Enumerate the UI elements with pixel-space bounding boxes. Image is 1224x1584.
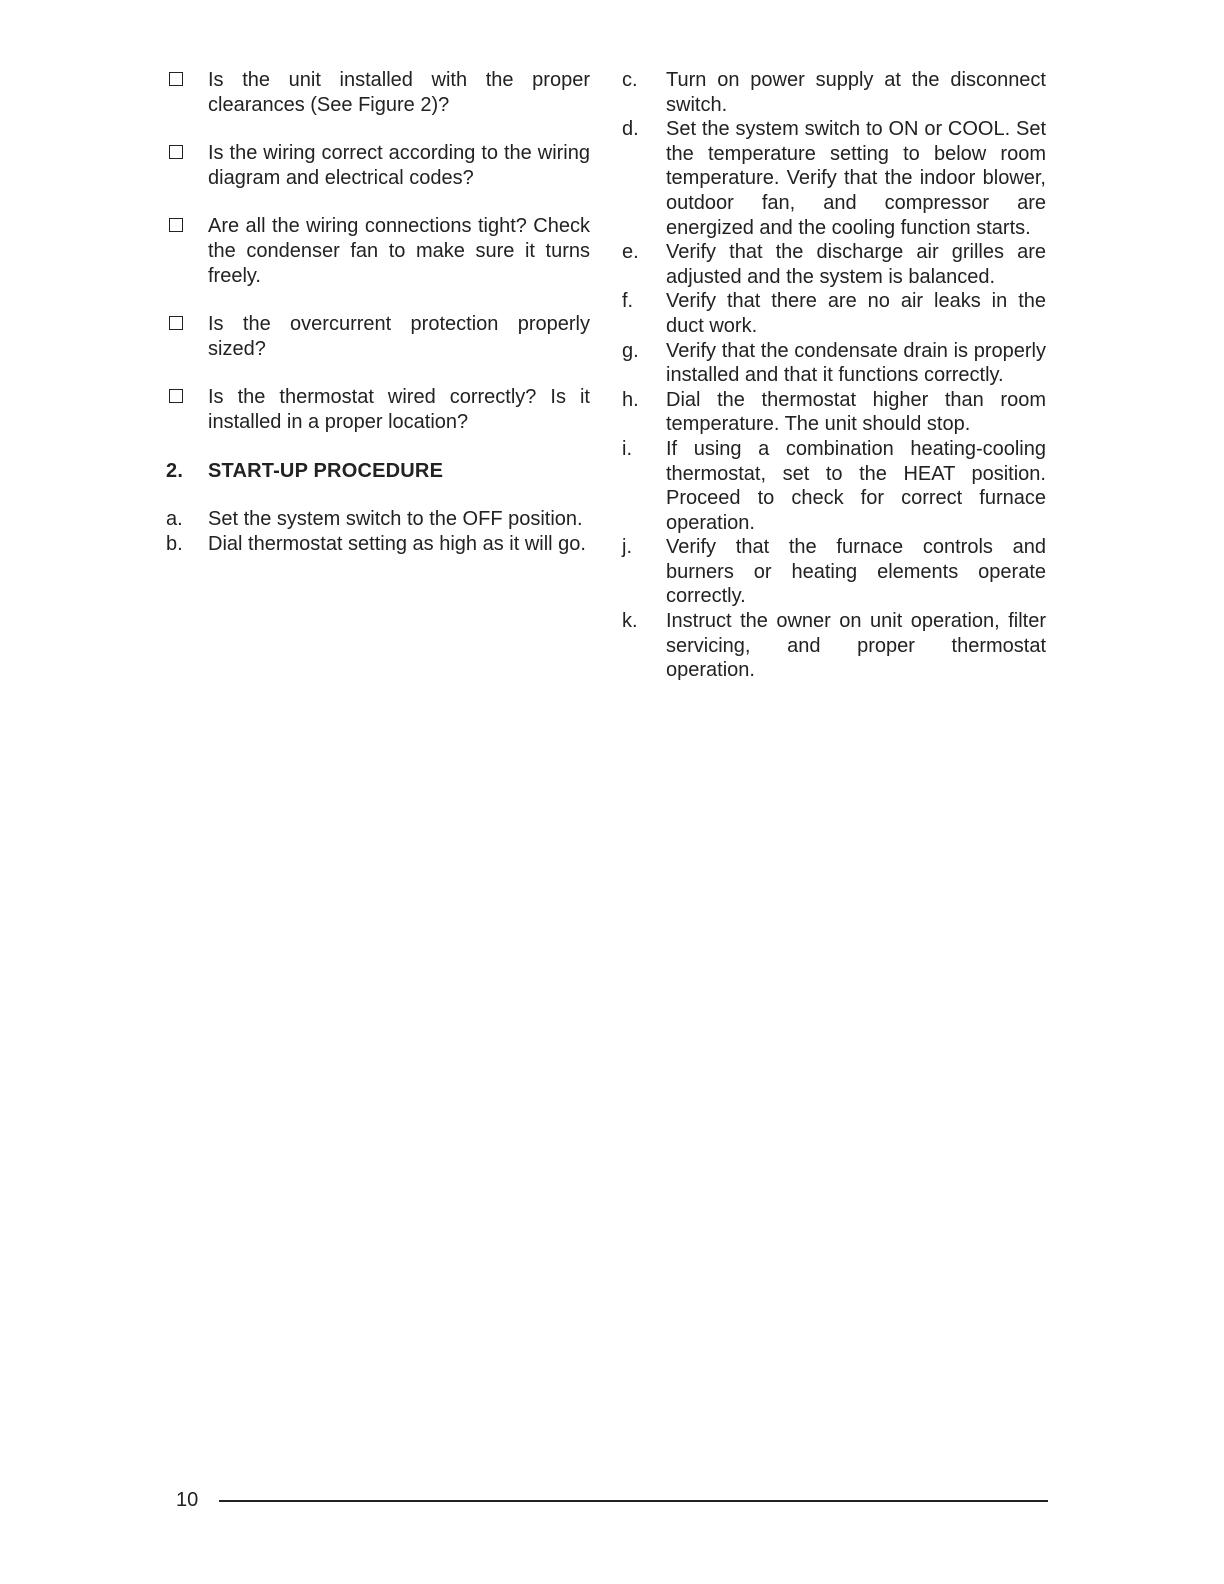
step-label: g. [622,339,639,362]
step-label: b. [166,532,183,555]
step-label: c. [622,69,638,91]
section-title: START-UP PROCEDURE [208,459,444,482]
footer-rule [219,1500,1048,1502]
checkbox-icon[interactable] [169,218,183,232]
checklist-item [166,68,590,117]
checklist-text: Is the thermostat wired correctly? Is it installed in a proper location? [208,386,590,433]
checklist-item [166,214,590,288]
page-footer [176,1488,1048,1514]
left-column [166,68,590,556]
checkbox-icon[interactable] [169,316,183,330]
right-column [622,68,1046,683]
step-item [622,240,1046,289]
step-item [166,532,590,557]
checklist-text: Is the unit installed with the proper clearances (See Figure 2)? [208,69,590,116]
section-heading [166,459,590,484]
step-text: Set the system switch to ON or COOL. Set the temperature setting to below room temperature. Verify that the indoor blower, outdoor fan, and compressor are energized and the cooling function starts. [666,118,1046,239]
step-label: j. [622,536,632,559]
step-text: Verify that the discharge air grilles are adjusted and the system is balanced. [666,241,1046,288]
checklist-item [166,385,590,434]
checkbox-icon[interactable] [169,145,183,159]
step-item [622,437,1046,535]
step-text: Verify that the furnace controls and burners or heating elements operate correctly. [666,536,1046,608]
checkbox-icon[interactable] [169,72,183,86]
step-label: k. [622,610,638,633]
step-text: Verify that there are no air leaks in the duct work. [666,290,1046,337]
step-text: Dial the thermostat higher than room temperature. The unit should stop. [666,388,1046,436]
step-item [622,289,1046,338]
checkbox-icon[interactable] [169,389,183,403]
checklist-text: Is the wiring correct according to the wiring diagram and electrical codes? [208,142,590,189]
step-item [622,388,1046,437]
section-number: 2. [166,459,184,482]
step-item [166,507,590,532]
page-number: 10 [176,1489,199,1511]
step-label: e. [622,241,639,264]
step-text: Dial thermostat setting as high as it will go. [208,532,586,555]
step-item [622,535,1046,609]
step-text: Verify that the condensate drain is properly installed and that it functions correctly. [666,339,1046,387]
step-item [622,339,1046,388]
step-item [622,117,1046,240]
step-text: Instruct the owner on unit operation, filter servicing, and proper thermostat operation. [666,610,1046,682]
step-label: h. [622,388,639,411]
step-text: Set the system switch to the OFF position. [208,508,583,531]
step-item [622,68,1046,117]
checklist-text: Are all the wiring connections tight? Check the condenser fan to make sure it turns freely. [208,215,590,287]
step-label: f. [622,290,634,313]
checklist-item [166,141,590,190]
step-text: Turn on power supply at the disconnect switch. [666,69,1046,116]
step-label: i. [622,437,632,460]
step-text: If using a combination heating-cooling thermostat, set to the HEAT position. Proceed to check for correct furnace operation. [666,437,1046,534]
step-label: d. [622,118,639,141]
checklist-text: Is the overcurrent protection properly sized? [208,313,590,360]
step-label: a. [166,508,183,531]
step-item [622,609,1046,683]
checklist-item [166,312,590,361]
